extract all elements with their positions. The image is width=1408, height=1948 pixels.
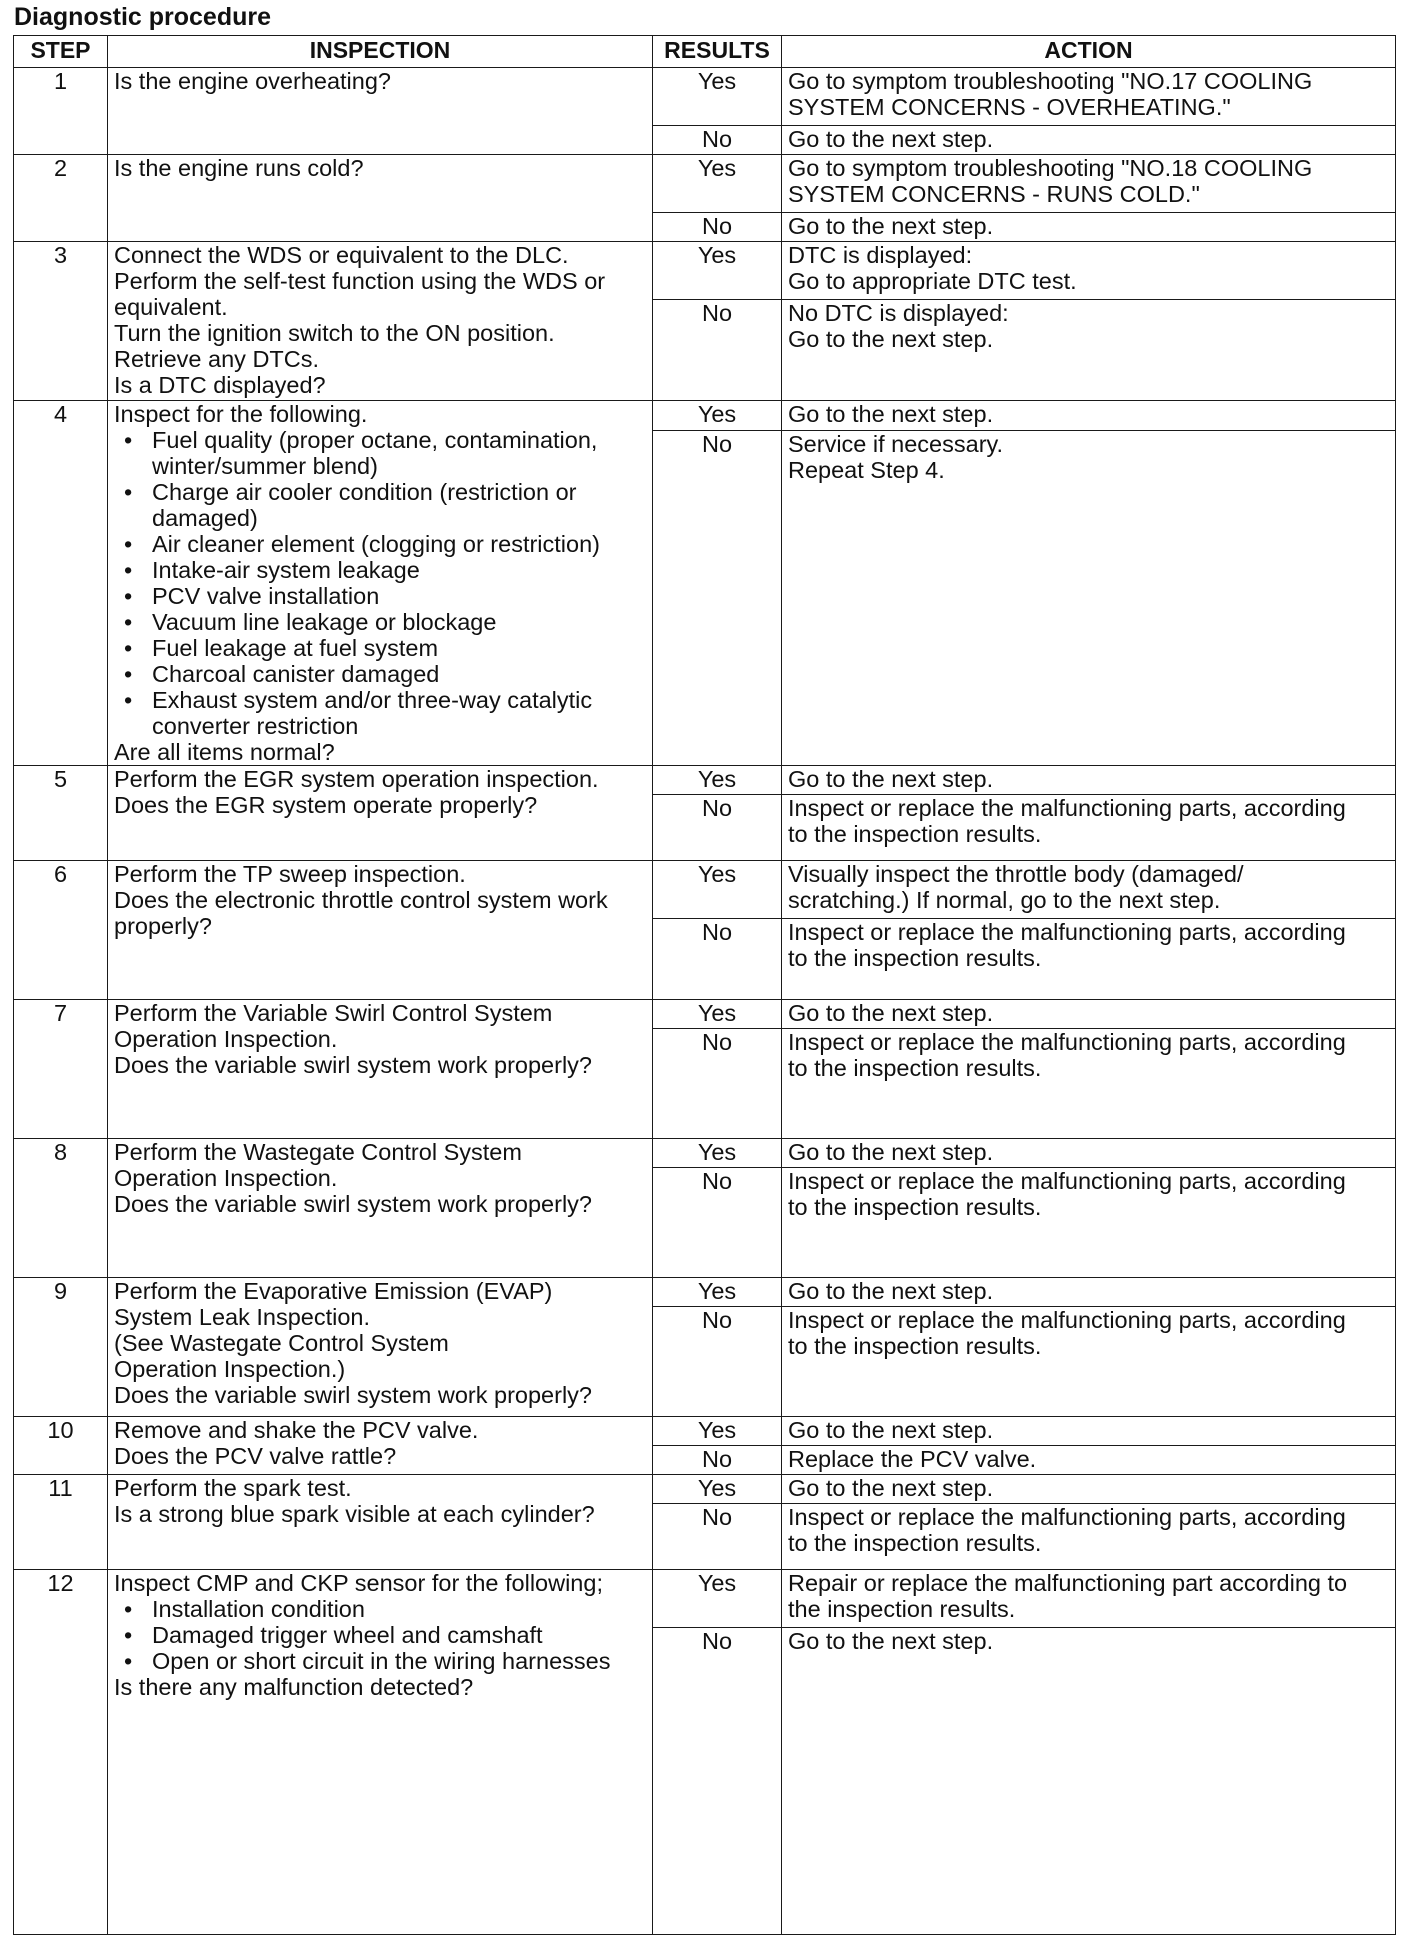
table-row — [14, 1475, 1396, 1504]
inspection-bullet-item — [114, 609, 646, 635]
inspection-bullet-item — [114, 661, 646, 687]
result-yes: Yes — [653, 242, 782, 300]
action-line: Go to the next step. — [788, 1417, 994, 1443]
inspection-line: Does the variable swirl system work properly? — [114, 1052, 592, 1078]
inspection-line: Operation Inspection.) — [114, 1356, 346, 1382]
inspection-line: System Leak Inspection. — [114, 1304, 371, 1330]
inspection-cell — [108, 766, 653, 861]
action-line: Go to the next step. — [788, 1628, 994, 1654]
action-line: to the inspection results. — [788, 945, 1042, 971]
action-line: Go to the next step. — [788, 1139, 994, 1165]
inspection-bullet-item — [114, 427, 646, 479]
inspection-bullet-item — [114, 635, 646, 661]
inspection-cell — [108, 1139, 653, 1278]
action-line: Go to symptom troubleshooting "NO.17 COOLING — [788, 68, 1313, 94]
step-number: 12 — [14, 1570, 108, 1935]
result-no: No — [653, 1504, 782, 1570]
step-number: 11 — [14, 1475, 108, 1570]
action-line: Go to the next step. — [788, 1000, 994, 1026]
action-no — [782, 1504, 1396, 1570]
step-number: 8 — [14, 1139, 108, 1278]
table-row — [14, 401, 1396, 431]
result-no: No — [653, 300, 782, 401]
inspection-line: Is the engine overheating? — [114, 68, 391, 94]
inspection-cell — [108, 1417, 653, 1475]
action-no — [782, 795, 1396, 861]
inspection-line: Inspect CMP and CKP sensor for the following; — [114, 1570, 603, 1596]
bullet-line: • Air cleaner element (clogging or restriction) — [152, 531, 600, 557]
action-no — [782, 213, 1396, 242]
inspection-line: Perform the self-test function using the WDS or — [114, 268, 606, 294]
table-row — [14, 68, 1396, 126]
action-line: Repeat Step 4. — [788, 456, 945, 483]
bullet-line: • Fuel quality (proper octane, contamination, — [152, 427, 598, 453]
inspection-line: Operation Inspection. — [114, 1165, 338, 1191]
action-yes — [782, 861, 1396, 919]
inspection-bullet-list — [114, 427, 646, 739]
header-inspection: INSPECTION — [108, 36, 653, 68]
inspection-cell — [108, 242, 653, 401]
action-line: No DTC is displayed: — [788, 300, 1009, 326]
inspection-line: Connect the WDS or equivalent to the DLC. — [114, 242, 569, 268]
inspection-line: Perform the Evaporative Emission (EVAP) — [114, 1278, 553, 1304]
inspection-cell — [108, 68, 653, 155]
table-row — [14, 1278, 1396, 1307]
action-line: Visually inspect the throttle body (damaged/ — [788, 861, 1244, 887]
action-no — [782, 1307, 1396, 1417]
bullet-line: converter restriction — [152, 713, 359, 739]
action-line: to the inspection results. — [788, 821, 1042, 847]
action-yes — [782, 242, 1396, 300]
result-yes: Yes — [653, 1475, 782, 1504]
action-line: Repair or replace the malfunctioning part according to — [788, 1570, 1348, 1596]
result-no: No — [653, 1307, 782, 1417]
bullet-line: • Charge air cooler condition (restriction or — [152, 479, 577, 505]
inspection-question: Are all items normal? — [114, 739, 335, 765]
action-no — [782, 1029, 1396, 1139]
inspection-line: (See Wastegate Control System — [114, 1330, 449, 1356]
action-line: to the inspection results. — [788, 1530, 1042, 1556]
inspection-line: Does the EGR system operate properly? — [114, 792, 538, 818]
bullet-line: • Intake-air system leakage — [152, 557, 420, 583]
table-row — [14, 1417, 1396, 1446]
inspection-bullet-item — [114, 531, 646, 557]
inspection-bullet-item — [114, 1648, 646, 1674]
action-line: Inspect or replace the malfunctioning parts, according — [788, 919, 1346, 945]
inspection-line: Does the PCV valve rattle? — [114, 1443, 397, 1469]
table-row — [14, 1000, 1396, 1029]
inspection-bullet-list — [114, 1596, 646, 1674]
inspection-cell — [108, 401, 653, 766]
action-no — [782, 1446, 1396, 1475]
inspection-question: Is there any malfunction detected? — [114, 1674, 474, 1700]
inspection-line: Perform the Variable Swirl Control System — [114, 1000, 553, 1026]
bullet-line: • Vacuum line leakage or blockage — [152, 609, 497, 635]
table-row — [14, 1139, 1396, 1168]
action-line: Go to the next step. — [788, 1475, 994, 1501]
result-no: No — [653, 126, 782, 155]
inspection-line: Perform the spark test. — [114, 1475, 352, 1501]
inspection-line: Is a strong blue spark visible at each cylinder? — [114, 1501, 595, 1527]
action-line: to the inspection results. — [788, 1055, 1042, 1081]
header-action: ACTION — [782, 36, 1396, 68]
step-number: 5 — [14, 766, 108, 861]
action-line: Inspect or replace the malfunctioning parts, according — [788, 1029, 1346, 1055]
step-number: 3 — [14, 242, 108, 401]
inspection-bullet-item — [114, 687, 646, 739]
action-no — [782, 300, 1396, 401]
action-line: Go to the next step. — [788, 126, 994, 152]
result-yes: Yes — [653, 1570, 782, 1628]
table-row — [14, 766, 1396, 795]
action-no — [782, 1628, 1396, 1935]
inspection-bullet-item — [114, 1622, 646, 1648]
inspection-cell — [108, 155, 653, 242]
bullet-line: • Charcoal canister damaged — [152, 661, 440, 687]
inspection-line: Perform the Wastegate Control System — [114, 1139, 522, 1165]
diagnostic-table — [13, 35, 1396, 1935]
inspection-line: Is a DTC displayed? — [114, 372, 326, 398]
action-line: Inspect or replace the malfunctioning parts, according — [788, 1168, 1346, 1194]
inspection-bullet-item — [114, 1596, 646, 1622]
step-number: 9 — [14, 1278, 108, 1417]
action-line: Replace the PCV valve. — [788, 1446, 1037, 1472]
bullet-line: • Fuel leakage at fuel system — [152, 635, 439, 661]
action-line: Inspect or replace the malfunctioning parts, according — [788, 1307, 1346, 1333]
bullet-line: damaged) — [152, 505, 258, 531]
action-no — [782, 430, 1396, 765]
result-no: No — [653, 1628, 782, 1935]
inspection-line: Is the engine runs cold? — [114, 155, 364, 181]
action-line: Go to the next step. — [788, 213, 994, 239]
table-header-row — [14, 36, 1396, 68]
action-line: SYSTEM CONCERNS - RUNS COLD." — [788, 181, 1200, 207]
inspection-line: Inspect for the following. — [114, 401, 368, 427]
action-yes — [782, 766, 1396, 795]
action-line: Inspect or replace the malfunctioning parts, according — [788, 795, 1346, 821]
table-row — [14, 861, 1396, 919]
inspection-line: equivalent. — [114, 294, 228, 320]
step-number: 1 — [14, 68, 108, 155]
action-line: Inspect or replace the malfunctioning parts, according — [788, 1504, 1346, 1530]
result-no: No — [653, 1446, 782, 1475]
result-no: No — [653, 1168, 782, 1278]
bullet-line: • PCV valve installation — [152, 583, 380, 609]
action-line: scratching.) If normal, go to the next step. — [788, 887, 1221, 913]
inspection-line: properly? — [114, 913, 212, 939]
step-number: 7 — [14, 1000, 108, 1139]
inspection-cell — [108, 1278, 653, 1417]
action-line: to the inspection results. — [788, 1194, 1042, 1220]
result-yes: Yes — [653, 68, 782, 126]
inspection-bullet-item — [114, 479, 646, 531]
page-title: Diagnostic procedure — [14, 3, 271, 31]
action-line: Go to symptom troubleshooting "NO.18 COOLING — [788, 155, 1313, 181]
header-results: RESULTS — [653, 36, 782, 68]
action-line: Service if necessary. — [788, 430, 1004, 457]
action-yes — [782, 401, 1396, 431]
result-no: No — [653, 795, 782, 861]
result-no: No — [653, 430, 782, 765]
action-no — [782, 126, 1396, 155]
inspection-line: Does the variable swirl system work properly? — [114, 1191, 592, 1217]
action-no — [782, 1168, 1396, 1278]
result-yes: Yes — [653, 766, 782, 795]
action-line: the inspection results. — [788, 1596, 1016, 1622]
action-yes — [782, 1570, 1396, 1628]
inspection-line: Does the electronic throttle control system work — [114, 887, 608, 913]
inspection-line: Turn the ignition switch to the ON position. — [114, 320, 555, 346]
step-number: 4 — [14, 401, 108, 766]
inspection-cell — [108, 1570, 653, 1935]
inspection-line: Perform the EGR system operation inspection. — [114, 766, 599, 792]
inspection-line: Perform the TP sweep inspection. — [114, 861, 466, 887]
action-yes — [782, 1000, 1396, 1029]
result-no: No — [653, 1029, 782, 1139]
bullet-line: • Installation condition — [152, 1596, 365, 1622]
action-yes — [782, 1139, 1396, 1168]
result-yes: Yes — [653, 155, 782, 213]
action-yes — [782, 155, 1396, 213]
inspection-bullet-item — [114, 557, 646, 583]
bullet-line: winter/summer blend) — [152, 453, 378, 479]
table-row — [14, 1570, 1396, 1628]
action-yes — [782, 1475, 1396, 1504]
action-line: Go to appropriate DTC test. — [788, 268, 1077, 294]
table-row — [14, 155, 1396, 213]
bullet-line: • Damaged trigger wheel and camshaft — [152, 1622, 543, 1648]
action-line: Go to the next step. — [788, 326, 994, 352]
result-yes: Yes — [653, 1139, 782, 1168]
action-line: Go to the next step. — [788, 401, 994, 427]
result-yes: Yes — [653, 1417, 782, 1446]
step-number: 2 — [14, 155, 108, 242]
inspection-line: Operation Inspection. — [114, 1026, 338, 1052]
action-line: DTC is displayed: — [788, 242, 973, 268]
step-number: 6 — [14, 861, 108, 1000]
action-line: Go to the next step. — [788, 766, 994, 792]
action-yes — [782, 68, 1396, 126]
result-no: No — [653, 919, 782, 1000]
action-line: Go to the next step. — [788, 1278, 994, 1304]
bullet-line: • Exhaust system and/or three-way catalytic — [152, 687, 593, 713]
result-yes: Yes — [653, 1000, 782, 1029]
action-no — [782, 919, 1396, 1000]
inspection-cell — [108, 861, 653, 1000]
result-no: No — [653, 213, 782, 242]
inspection-bullet-item — [114, 583, 646, 609]
action-line: SYSTEM CONCERNS - OVERHEATING." — [788, 94, 1231, 120]
header-step: STEP — [14, 36, 108, 68]
inspection-line: Does the variable swirl system work properly? — [114, 1382, 592, 1408]
action-yes — [782, 1417, 1396, 1446]
result-yes: Yes — [653, 861, 782, 919]
inspection-cell — [108, 1000, 653, 1139]
step-number: 10 — [14, 1417, 108, 1475]
bullet-line: • Open or short circuit in the wiring harnesses — [152, 1648, 611, 1674]
inspection-cell — [108, 1475, 653, 1570]
action-line: to the inspection results. — [788, 1333, 1042, 1359]
result-yes: Yes — [653, 401, 782, 431]
action-yes — [782, 1278, 1396, 1307]
inspection-line: Remove and shake the PCV valve. — [114, 1417, 479, 1443]
table-row — [14, 242, 1396, 300]
inspection-line: Retrieve any DTCs. — [114, 346, 320, 372]
result-yes: Yes — [653, 1278, 782, 1307]
